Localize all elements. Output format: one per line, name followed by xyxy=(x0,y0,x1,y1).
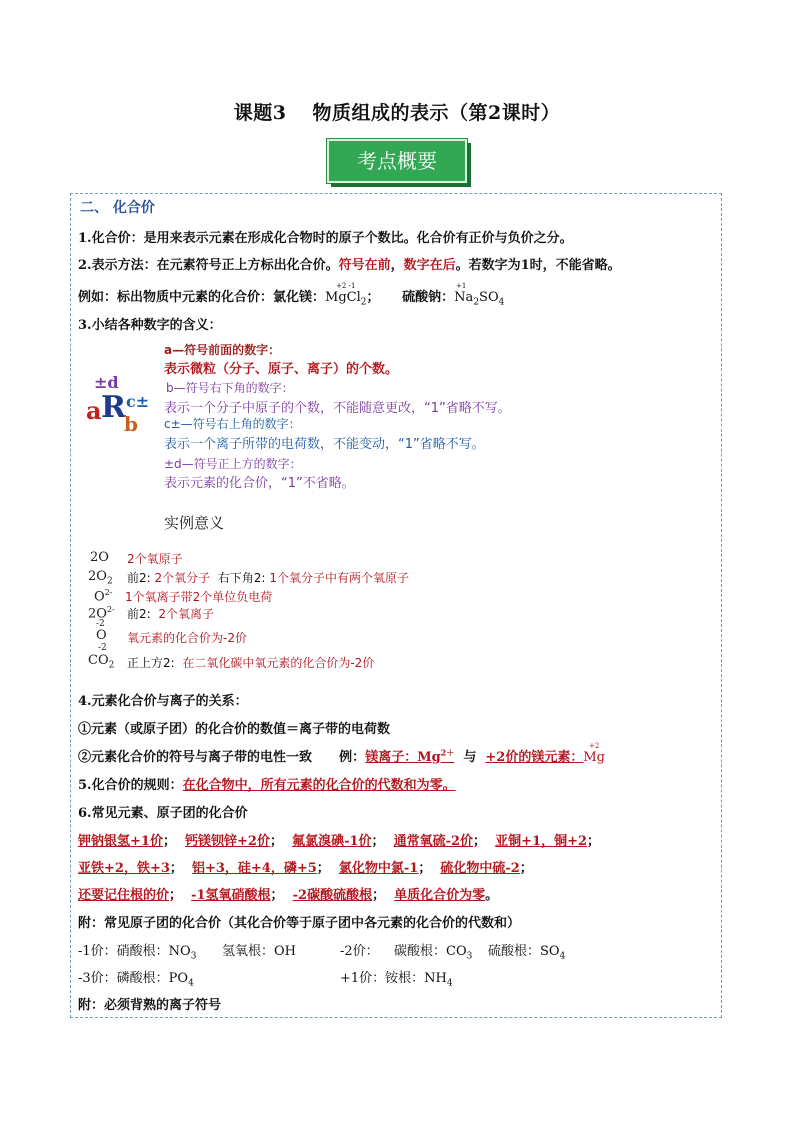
appendix-1: 附：常见原子团的化合价（其化合价等于原子团中各元素的化合价的代数和） xyxy=(78,916,521,931)
examples-title: 实例意义 xyxy=(164,514,225,532)
symbol-b: b xyxy=(124,412,138,436)
symbol-d: ±d xyxy=(94,373,119,392)
mg-valence-example: +2价的镁元素： +2 Mg xyxy=(485,742,605,765)
mgcl2-formula: +2 -1 MgCl$_2$ xyxy=(325,282,367,308)
example-4-text: 前2: 2个氧离子 xyxy=(127,607,214,621)
paragraph-6: 6.常见元素、原子团的化合价 xyxy=(78,806,248,821)
example-3-formula: $O^{2-}$ xyxy=(94,588,113,605)
example-3-text: 1个氧离子带2个单位负电荷 xyxy=(125,590,273,604)
example-6-formula: $CO_2$ xyxy=(88,653,115,671)
symbol-a: a xyxy=(86,396,102,425)
example-6-valence: -2 xyxy=(98,643,107,653)
example-4-formula: $2O^{2-}$ xyxy=(88,605,115,622)
paragraph-3: 3.小结各种数字的含义： xyxy=(78,318,222,333)
example-2-formula: $2O_2$ xyxy=(88,569,113,587)
meaning-b-text: 表示一个分子中原子的个数，不能随意更改，“1”省略不写。 xyxy=(164,401,511,416)
title-topic: 物质组成的表示（第2课时） xyxy=(312,102,561,124)
valence-rule-row-2: 亚铁+2，铁+3； 铝+3，硅+4，磷+5； 氯化物中氯-1； 硫化物中硫-2； xyxy=(78,861,533,876)
meaning-c-text: 表示一个离子所带的电荷数，不能变动，“1”省略不写。 xyxy=(164,437,485,452)
meaning-d-text: 表示元素的化合价，“1”不省略。 xyxy=(164,476,355,491)
example-6-text: 正上方2: 在二氧化碳中氧元素的化合价为-2价 xyxy=(127,656,375,670)
paragraph-2: 2.表示方法：在元素符号正上方标出化合价。符号在前，数字在后。若数字为1时，不能省略。 xyxy=(78,258,621,273)
example-5-text: 氧元素的化合价为-2价 xyxy=(127,631,247,645)
example-5-formula: O xyxy=(96,628,107,643)
meaning-d-title: ±d—符号正上方的数字： xyxy=(164,457,302,471)
title-lesson: 课题3 xyxy=(233,102,287,124)
page-title xyxy=(0,98,794,125)
meaning-a-title: a—符号前面的数字： xyxy=(164,343,281,357)
paragraph-4: 4.元素化合价与离子的关系： xyxy=(78,694,248,709)
meaning-c-title: c±—符号右上角的数字： xyxy=(164,417,301,431)
valence-rule-row-1: 钾钠银氢+1价； 钙镁钡锌+2价； 氟氯溴碘-1价； 通常氧硫-2价； 亚铜+1，铜+2； xyxy=(78,834,601,849)
meaning-b-title: b—符号右下角的数字： xyxy=(166,381,294,395)
example-1-text: 2个氧原子 xyxy=(127,552,183,566)
paragraph-2-example: 例如：标出物质中元素的化合价：氯化镁： +2 -1 MgCl$_2$； 硫酸钠： +1 $Na_2SO_4$ xyxy=(78,282,505,308)
appendix-2: 附：必须背熟的离子符号 xyxy=(78,998,222,1013)
paragraph-4-1: ①元素（或原子团）的化合价的数值＝离子带的电荷数 xyxy=(78,722,391,737)
example-1-formula: 2O xyxy=(90,550,109,565)
example-2-text: 前2: 2个氧分子 右下角2: 1个氧分子中有两个氧原子 xyxy=(127,571,409,585)
symbol-c: c± xyxy=(126,392,150,411)
symbol-diagram xyxy=(84,368,164,438)
meaning-a-text: 表示微粒（分子、原子、离子）的个数。 xyxy=(164,362,399,377)
na2so4-formula: +1 $Na_2SO_4$ xyxy=(454,282,505,308)
paragraph-4-2: ②元素化合价的符号与离子带的电性一致 例：镁离子：$Mg^{2+}$ 与 +2价的镁元素： +2 Mg xyxy=(78,742,605,765)
valence-rule-row-3: 还要记住根的价； -1氢氧硝酸根； -2碳酸硫酸根； 单质化合价为零。 xyxy=(78,888,499,903)
symbol-R: R xyxy=(101,390,126,425)
paragraph-1: 1.化合价：是用来表示元素在形成化合物时的原子个数比。化合价有正价与负价之分。 xyxy=(78,231,573,246)
section-badge: 考点概要 xyxy=(327,139,467,183)
paragraph-5: 5.化合价的规则：在化合物中，所有元素的化合价的代数和为零。 xyxy=(78,778,456,793)
example-5-valence: -2 xyxy=(96,619,105,629)
mg-ion-example: 镁离子：$Mg^{2+}$ xyxy=(365,747,455,765)
section-heading: 二、 化合价 xyxy=(80,200,155,216)
